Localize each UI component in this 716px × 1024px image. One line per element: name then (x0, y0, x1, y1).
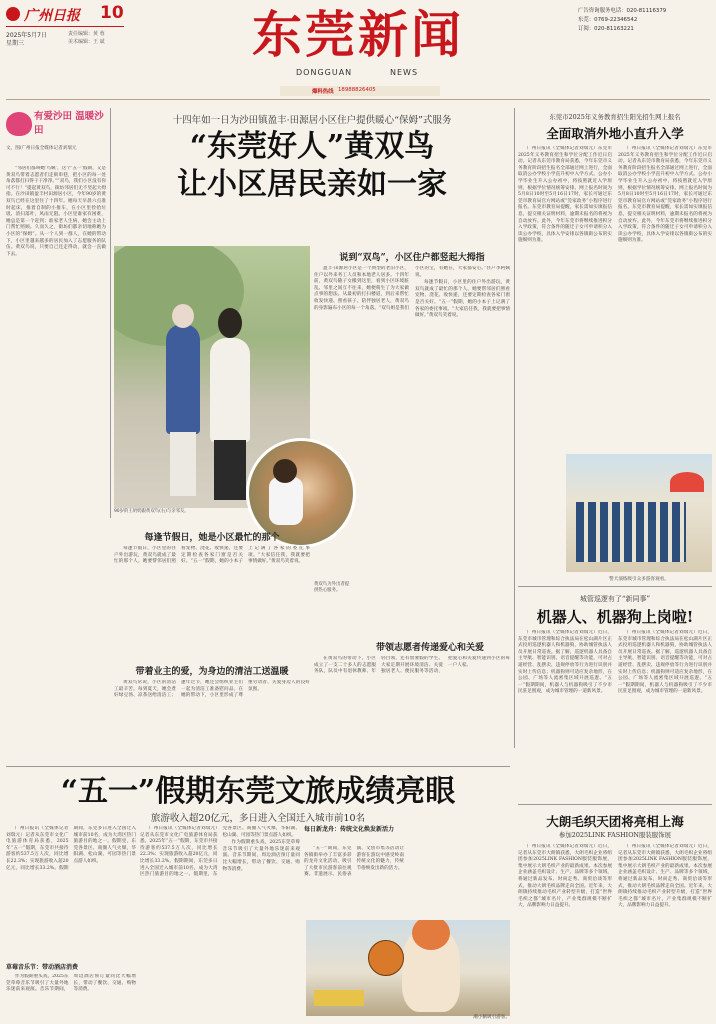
top-body-1: 盈丰·田源居小区是一个典型的老旧小区，住户以外来务工人员和本地老人居多。十四年前，黄双鸟随子女搬到这里，看到小区环境脏乱、邻里之间互不往来，她便萌生了为大家做点事的想法。从最初的打扫楼道，到后来帮忙收发快递、照看孩子、陪伴独居老人，黄双鸟的身影遍布小区的每一个角落。“双鸟姐是我们小区的宝，有她在，大家都安心。”住户李阿姨说。 每逢节假日，小区里的住户外出游玩，黄双鸟就成了最忙的那个人。她要帮邻居们照看宠物、浇花、收快递，还要定期检查各家门窗是否关好。“五一”假期，她的小本子上记满了各家的委托事项。“大家信任我，我就要把事情做好。”黄双鸟笑着说。 (314, 266, 510, 319)
robot-headline: 机器人、机器狗上岗啦! (536, 608, 694, 626)
person-young-legs (214, 440, 246, 500)
right-photo (566, 454, 712, 572)
bottom-body-2: 作为假期重头戏，2025东莞草莓音乐节吸引了大量外地乐迷前来观演。音乐节期间，周边酒店预订量同比大幅增长，带动了餐饮、交通、购物等消费。 (6, 974, 136, 993)
mascot-banner (314, 990, 364, 1006)
issue-weekday: 星期三 (6, 40, 25, 47)
right-photo-umbrella (670, 472, 704, 492)
right-headline: 全面取消外地小直升入学 (546, 126, 684, 141)
person-young-shape (210, 338, 250, 442)
paper-logo-icon (6, 7, 20, 21)
bottom-photo-caption: 潮小鹅吸引游客。 (473, 1015, 510, 1020)
right-body: 广州日报讯（全媒体记者刘瑞元）东莞市2025年义务教育招生和学位分配工作近日启动。记者从东莞市教育局获悉，今年东莞市义务教育阶段招生报名全部通过网上进行，全面取消公办学校小学直升初中入学方式。公办小学毕业生升入公办初中，将按照就近入学原则，根据学位情况统筹安排。网上报名时间为5月8日10时至5月16日17时，家长可通过东莞市教育局官方网站或“莞家政务”小程序进行报名。东莞市教育局提醒，家长需如实填报信息，提交相关证明材料，逾期未报名的将视为自动放弃。此外，今年东莞市将继续推进积分入学政策，符合条件的随迁子女可申请积分入读公办学校，具体入学安排以各镇街公布的实施细则为准。 广州日报讯（全媒体记者刘瑞元）东莞市2025年义务教育招生和学位分配工作近日启动。记者从东莞市教育局获悉，今年东莞市义务教育阶段招生报名全部通过网上进行，全面取消公办学校小学直升初中入学方式。公办小学毕业生升入公办初中，将按照就近入学原则，根据学位情况统筹安排。网上报名时间为5月8日10时至5月16日17时，家长可通过东莞市教育局官方网站或“莞家政务”小程序进行报名。东莞市教育局提醒，家长需如实填报信息，提交相关证明材料，逾期未报名的将视为自动放弃。此外，今年东莞市将继续推进积分入学政策，符合条件的随迁子女可申请积分入读公办学校，具体入学安排以各镇街公布的实施细则为准。 (518, 146, 712, 244)
top-article (114, 106, 510, 746)
hotline-label: 爆料热线 (312, 89, 334, 95)
masthead (0, 0, 716, 108)
top-photo2-caption: 黄双鸟为外出者提供热心服务。 (314, 582, 350, 593)
fashion-body: 广州日报讯（全媒体记者刘瑞元）近日，记者从东莞市大朗镇获悉，大朗毛织企业将组团参加2025LINK FASHION服装服饰展，集中展示大朗毛织产业的最新成果。本次参展企业涵盖毛织设计、生产、品牌等多个领域，将通过新品发布、时尚走秀、商贸洽谈等形式，推动大朗毛织品牌走向全国。近年来，大朗镇持续推动毛织产业转型升级，打造“世界毛织之都”城市名片，产业集群规模不断扩大，品牌影响力日益提升。 广州日报讯（全媒体记者刘瑞元）近日，记者从东莞市大朗镇获悉，大朗毛织企业将组团参加2025LINK FASHION服装服饰展，集中展示大朗毛织产业的最新成果。本次参展企业涵盖毛织设计、生产、品牌等多个领域，将通过新品发布、时尚走秀、商贸洽谈等形式，推动大朗毛织品牌走向全国。近年来，大朗镇持续推动毛织产业转型升级，打造“世界毛织之都”城市名片，产业集群规模不断扩大，品牌影响力日益提升。 (518, 844, 712, 909)
section-news: NEWS (390, 68, 419, 77)
right-kicker: 东莞市2025年义务教育招生阳光招生网上报名 (549, 113, 681, 121)
top-body-2: 每逢节假日，小区里的住户外出游玩，黄双鸟就成了最忙的那个人。她要帮邻居们照看宠物、浇花、收快递，还要定期检查各家门窗是否关好。“五一”假期，她的小本子上记满了各家的委托事项。“大家信任我，我就要把事情做好。”黄双鸟笑着说。 (114, 546, 310, 565)
right-column-divider (514, 108, 515, 748)
bottom-body-3: “五一”期间，东莞各镇街举办了丰富多彩的龙舟文化活动，吸引了大批市民游客前往观赛。非遗展示、民俗表演、文创市集等活动让游客在游玩中感受岭南传统文化的魅力，传统节俗焕发出新的活力。 (304, 846, 404, 878)
dongguan-phone: 东莞：0769-22346542 (578, 17, 638, 23)
person-young-head (218, 308, 242, 338)
top-subhead-2: 每逢节假日，她是小区最忙的那个 (144, 533, 280, 543)
right-photo-caption: 警犬演练吸引众多游客观看。 (609, 577, 669, 582)
bottom-subhead-1: 草莓音乐节：带动酒店消费 (6, 964, 79, 971)
top-subhead-3: 带着业主的爱，为身边的清洁工送温暖 (135, 667, 289, 677)
subscription-phone: 订阅：020-81163221 (578, 26, 634, 32)
issue-date: 2025年5月7日 (6, 32, 47, 39)
left-column-divider (110, 108, 111, 518)
fashion-deck: 参加2025LINK FASHION服装服饰展 (559, 831, 671, 839)
ads-phone: 广告咨询服务电话：020-81116379 (578, 8, 667, 14)
robot-body: 广州日报讯（全媒体记者刘瑞元）近日，东莞市城市管理和综合执法局在松山湖片区正式投用巡逻机器人和机器狗，协助城管执法人员开展日常巡查。据了解，巡逻机器人具备自主导航、智能识别、语音提醒等功能，可对占道经营、乱摆卖、违规停放等行为进行识别并实时上传信息；机器狗则可适应复杂地形，在公园、广场等人流密集区域开展巡逻。“五一”假期期间，机器人与机器狗吸引了不少市民驻足围观，成为城市管理的一道新风景。 广州日报讯（全媒体记者刘瑞元）近日，东莞市城市管理和综合执法局在松山湖片区正式投用巡逻机器人和机器狗，协助城管执法人员开展日常巡查。据了解，巡逻机器人具备自主导航、智能识别、语音提醒等功能，可对占道经营、乱摆卖、违规停放等行为进行识别并实时上传信息；机器狗则可适应复杂地形，在公园、广场等人流密集区域开展巡逻。“五一”假期期间，机器人与机器狗吸引了不少市民驻足围观，成为城市管理的一道新风景。 (518, 630, 712, 695)
badge-heart-icon (6, 112, 32, 136)
person-elder-shape (166, 324, 200, 434)
bottom-article (6, 770, 510, 1020)
top-subhead-4: 带领志愿者传递爱心和关爱 (375, 643, 484, 653)
badge-text: 有爱沙田 温暖沙田 (34, 111, 104, 136)
person-elder-legs (170, 432, 196, 496)
robot-kicker: 城管巡逻有了“新同事” (579, 595, 651, 603)
inset-child-shape (269, 477, 303, 525)
bottom-subhead-2: 每日新龙舟：传统文化焕发新活力 (304, 826, 395, 833)
hotline-number: 18988826405 (338, 87, 376, 93)
left-byline: 文、图/广州日报全媒体记者刘瑞元 (6, 146, 77, 151)
masthead-rule (6, 26, 124, 27)
left-body: “邻居们都叫她‘鸟姨’，这个‘五一’假期，又是黄双鸟带着志愿者们走街串巷，把小区的每一处角落都打扫得干干净净。”“双鸟，我们小区没有你可不行！”提起黄双鸟，街坊邻居们无不竖起大拇指。在沙田镇盈丰村田源居小区，今年90岁的黄双鸟已经在这里住了十四年。她每天早晨六点准时起床，推着自制的小推车，在小区里捡拾垃圾、清扫落叶，风雨无阻。小区里谁家有困难，她总是第一个赶到；谁家老人生病，她会主动上门帮忙照顾。久而久之，街坊们都亲切地称她为小区的“保姆”。从一个人到一群人，在她的带动下，小区里越来越多的居民加入了志愿服务的队伍。黄双鸟说，只要自己还走得动，就会一直做下去。 (6, 166, 106, 257)
bottom-headline: “五一”假期东莞文旅成绩亮眼 (60, 774, 456, 809)
bottom-divider (6, 766, 510, 767)
top-photo-caption: 90岁的王奶奶跟黄双鸟(右)与亲邻友。 (114, 509, 189, 514)
top-kicker: 十四年如一日为沙田镇盈丰·田源居小区住户提供暖心“保姆”式服务 (172, 115, 452, 126)
robot-article (518, 590, 712, 800)
fashion-headline: 大朗毛织天团将亮相上海 (546, 814, 684, 829)
right-divider-1 (518, 586, 712, 587)
inset-child-head (273, 459, 297, 483)
editor-credit: 责任编辑：黄 蓉 (68, 31, 105, 37)
paper-name: 广州日报 (24, 8, 80, 24)
bottom-body: 广州日报讯（全媒体记者刘瑞元）记者从东莞市文化广电旅游体育局获悉，2025年“五一”假期，东莞市共接待游客约537.5万人次，同比增长22.3%；实现旅游收入超20亿元，同比增长33.2%。假期期间，东莞多日进入全国迁入城市前10名，成为大湾区热门旅游目的地之一。假期里，东莞各景区、商圈人气火爆，华阳湖、松山湖、可园等热门景点游人如织。 (6, 826, 136, 871)
designer-credit: 美术编辑：王 斌 (68, 39, 105, 45)
top-body-3: 黄双鸟常说，小区的清洁工最辛苦。每到夏天，她会煮好绿豆汤、凉茶送给清洁工；逢年过节，她还会组织业主们一起为清洁工准备慰问品。在她的带动下，小区里形成了尊重劳动者、关爱身边人的良好氛围。 (114, 680, 310, 699)
section-title: 东莞新闻 (252, 5, 464, 64)
right-article (518, 106, 712, 586)
page-number: 10 (100, 3, 124, 23)
fashion-article (518, 808, 712, 1020)
top-body-4: 在黄双鸟的带动下，小区成立了一支二十多人的志愿服务队，队员中有退休教师、年轻白领，还有放暑假的学生。大家定期开展环境清洁、关爱独居老人、便民服务等活动，把爱心和关爱传递到小区的每一户人家。 (314, 656, 510, 675)
basketball-icon (368, 940, 404, 976)
top-headline-line2: 让小区居民亲如一家 (177, 167, 447, 202)
bottom-deck: 旅游收入超20亿元，多日进入全国迁入城市前10名 (150, 813, 366, 824)
top-headline-line1: “东莞好人”黄双鸟 (189, 129, 435, 164)
right-photo-crowd (576, 502, 686, 562)
masthead-bottom-rule (6, 99, 710, 100)
bottom-photo (306, 920, 510, 1016)
section-pinyin: DONGGUAN (296, 68, 353, 77)
bottom-body-mid: 广州日报讯（全媒体记者刘瑞元）记者从东莞市文化广电旅游体育局获悉，2025年“五一”假期，东莞市共接待游客约537.5万人次，同比增长22.3%；实现旅游收入超20亿元，同比增长33.2%。假期期间，东莞多日进入全国迁入城市前10名，成为大湾区热门旅游目的地之一。假期里，东莞各景区、商圈人气火爆，华阳湖、松山湖、可园等热门景点游人如织。 作为假期重头戏，2025东莞草莓音乐节吸引了大量外地乐迷前来观演。音乐节期间，周边酒店预订量同比大幅增长，带动了餐饮、交通、购物等消费。 (140, 826, 300, 878)
person-elder-head (172, 304, 194, 328)
right-divider-2 (518, 804, 712, 805)
top-subhead-1: 说到“双鸟”，小区住户都竖起大拇指 (339, 253, 485, 263)
left-column (6, 106, 106, 516)
